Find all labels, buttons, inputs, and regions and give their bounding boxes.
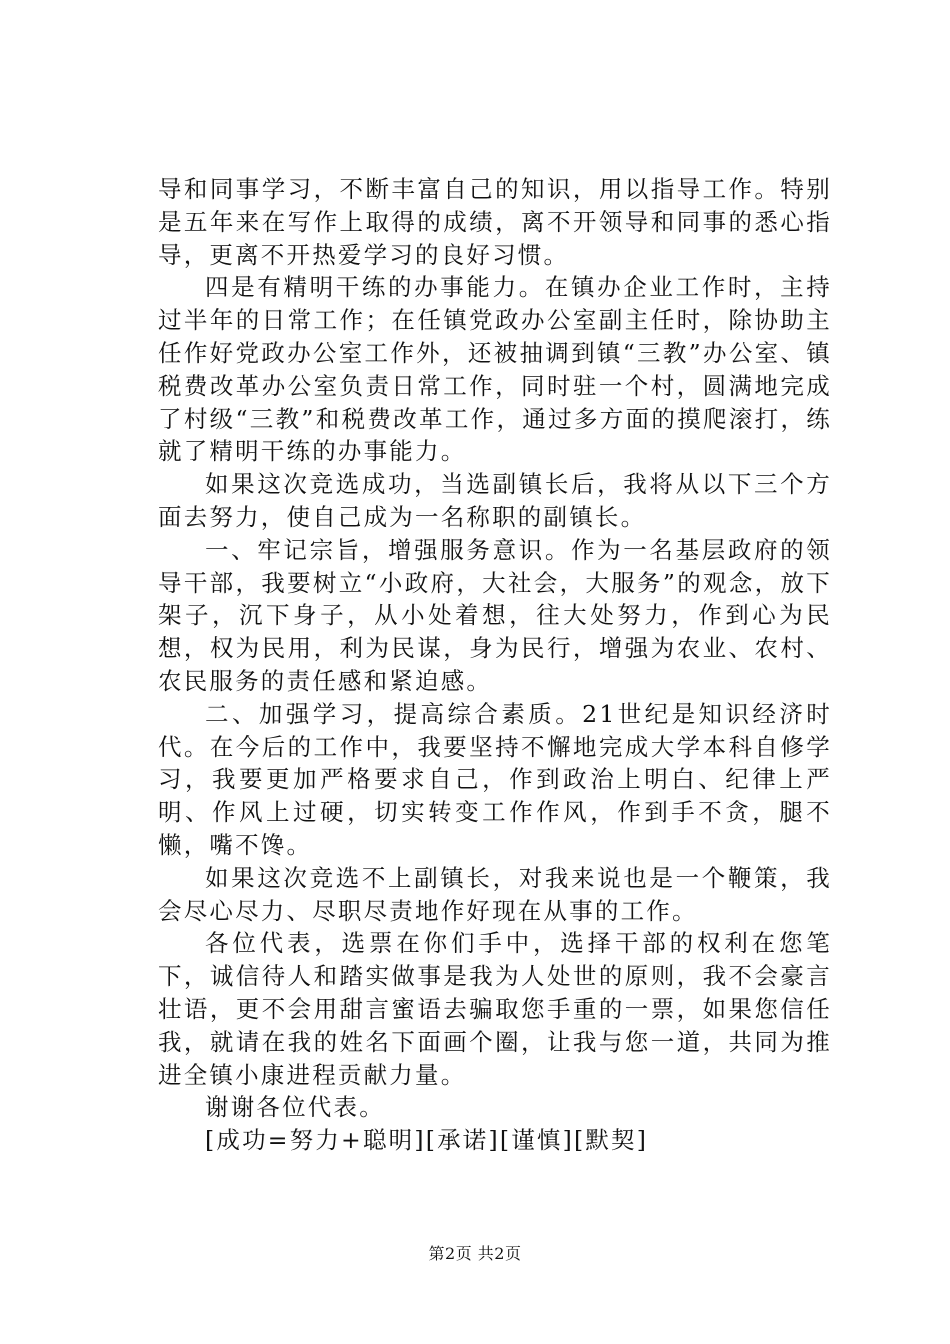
paragraph-thanks: 谢谢各位代表。	[205, 1093, 385, 1122]
paragraph-if-not-elected: 如果这次竞选不上副镇长，对我来说也是一个鞭策，我会尽心尽力、尽职尽责地作好现在从事的工作。	[158, 863, 832, 925]
page-footer: 第2页 共2页	[428, 1244, 522, 1263]
paragraph-election-plan: 如果这次竞选成功，当选副镇长后，我将从以下三个方面去努力，使自己成为一名称职的副镇长。	[158, 470, 832, 531]
paragraph-point-two: 二、加强学习，提高综合素质。21世纪是知识经济时代。在今后的工作中，我要坚持不懈地完成大学本科自修学习，我要更加严格要求自己，作到政治上明白、纪律上严明、作风上过硬，切实转变工作作风，作到手不贪，腿不懒，嘴不馋。	[158, 699, 832, 859]
paragraph-ability: 四是有精明干练的办事能力。在镇办企业工作时，主持过半年的日常工作；在任镇党政办公室副主任时，除协助主任作好党政办公室工作外，还被抽调到镇“三教”办公室、镇税费改革办公室负责日常工作，同时驻一个村，圆满地完成了村级“三教”和税费改革工作，通过多方面的摸爬滚打，练就了精明干练的办事能力。	[158, 273, 832, 466]
paragraph-point-one: 一、牢记宗旨，增强服务意识。作为一名基层政府的领导干部，我要树立“小政府，大社会，大服务”的观念，放下架子，沉下身子，从小处着想，往大处努力，作到心为民想，权为民用，利为民谋，身为民行，增强为农业、农村、农民服务的责任感和紧迫感。	[158, 535, 832, 695]
paragraph-1-continuation: 导和同事学习，不断丰富自己的知识，用以指导工作。特别是五年来在写作上取得的成绩，离不开领导和同事的悉心指导，更离不开热爱学习的良好习惯。	[158, 175, 832, 269]
paragraph-tags: [成功=努力+聪明][承诺][谨慎][默契]	[205, 1126, 649, 1155]
document-body	[158, 173, 832, 1157]
paragraph-appeal: 各位代表，选票在你们手中，选择干部的权利在您笔下，诚信待人和踏实做事是我为人处世的原则，我不会豪言壮语，更不会用甜言蜜语去骗取您手重的一票，如果您信任我，就请在我的姓名下面画个圈，让我与您一道，共同为推进全镇小康进程贡献力量。	[158, 929, 832, 1089]
